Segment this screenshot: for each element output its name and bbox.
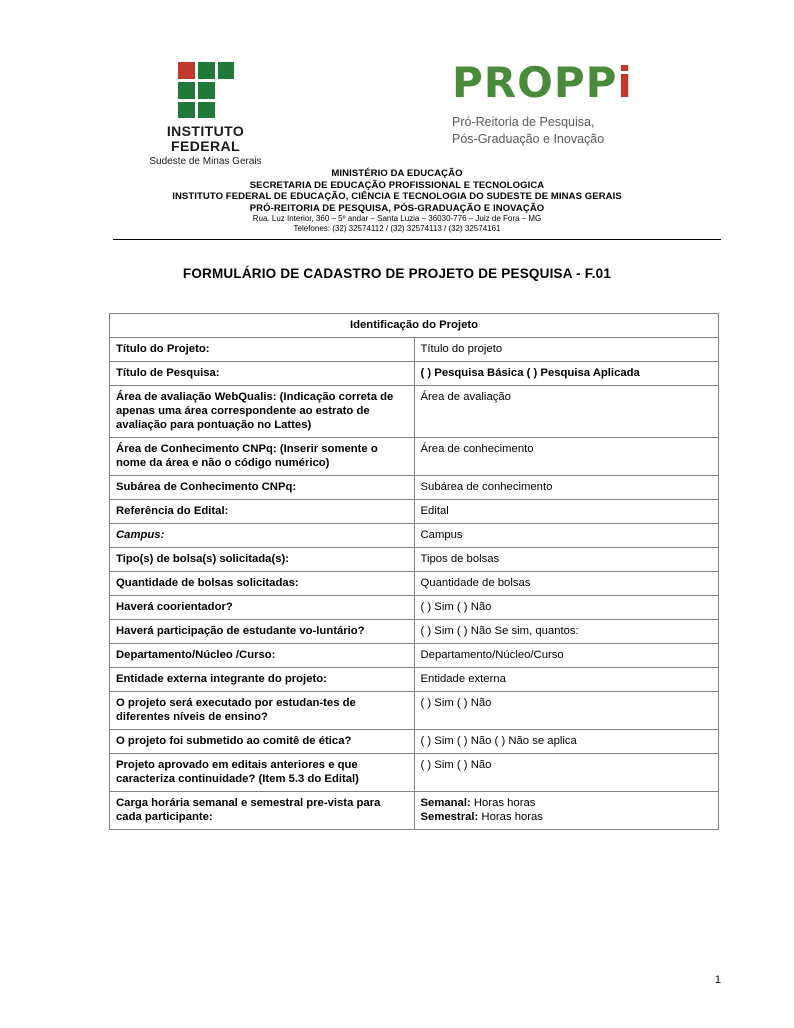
field-label: Área de Conhecimento CNPq: (Inserir somente o nome da área e não o código numérico) [110, 438, 415, 476]
field-value[interactable]: ( ) Pesquisa Básica ( ) Pesquisa Aplicada [414, 362, 719, 386]
field-value[interactable]: Área de conhecimento [414, 438, 719, 476]
if-logo-name-line2: FEDERAL [171, 138, 240, 154]
field-value[interactable]: ( ) Sim ( ) Não [414, 692, 719, 730]
proppi-wordmark [452, 58, 722, 107]
proppi-subtitle-line2: Pós-Graduação e Inovação [452, 132, 605, 146]
table-row [110, 644, 719, 668]
ministry-line-1: MINISTÉRIO DA EDUCAÇÃO [331, 168, 463, 179]
field-value[interactable]: ( ) Sim ( ) Não [414, 754, 719, 792]
field-label: Campus: [110, 524, 415, 548]
field-label: Projeto aprovado em editais anteriores e que caracteriza continuidade? (Item 5.3 do Edital) [110, 754, 415, 792]
table-row [110, 620, 719, 644]
table-row [110, 730, 719, 754]
field-value[interactable]: Edital [414, 500, 719, 524]
field-value-line: Semanal: Horas horas [420, 797, 536, 809]
header-divider [113, 239, 721, 240]
field-value[interactable]: Título do projeto [414, 338, 719, 362]
identification-table [109, 313, 719, 830]
field-value[interactable]: Campus [414, 524, 719, 548]
field-label: O projeto será executado por estudan-tes de diferentes níveis de ensino? [110, 692, 415, 730]
instituto-federal-logo [113, 62, 298, 167]
proppi-subtitle [452, 114, 722, 148]
document-header [0, 0, 794, 233]
field-label: Título do Projeto: [110, 338, 415, 362]
table-row [110, 524, 719, 548]
table-row [110, 476, 719, 500]
table-row [110, 596, 719, 620]
table-row [110, 362, 719, 386]
field-value-line: Semestral: Horas horas [420, 811, 543, 823]
form-table-wrapper [109, 313, 719, 830]
field-label: Área de avaliação WebQualis: (Indicação correta de apenas uma área correspondente ao estrato de avaliação para pontuação no Lattes) [110, 386, 415, 438]
table-row [110, 572, 719, 596]
field-label: Tipo(s) de bolsa(s) solicitada(s): [110, 548, 415, 572]
proppi-subtitle-line1: Pró-Reitoria de Pesquisa, [452, 115, 595, 129]
table-row [110, 386, 719, 438]
field-value[interactable]: Tipos de bolsas [414, 548, 719, 572]
field-value[interactable]: Departamento/Núcleo/Curso [414, 644, 719, 668]
if-logo-name-line1: INSTITUTO [166, 123, 245, 139]
table-row [110, 754, 719, 792]
field-label: Quantidade de bolsas solicitadas: [110, 572, 415, 596]
table-row [110, 692, 719, 730]
ministry-line-2: SECRETARIA DE EDUCAÇÃO PROFISSIONAL E TECNOLOGICA [249, 179, 545, 191]
field-label: O projeto foi submetido ao comitê de ética? [110, 730, 415, 754]
proppi-wordmark-text: PROPP [452, 58, 618, 107]
if-logo-mark [178, 62, 234, 118]
field-value[interactable]: Subárea de conhecimento [414, 476, 719, 500]
table-row [110, 338, 719, 362]
table-section-header [110, 314, 719, 338]
table-row [110, 438, 719, 476]
field-value[interactable]: Quantidade de bolsas [414, 572, 719, 596]
table-row [110, 548, 719, 572]
table-row [110, 500, 719, 524]
ministry-address: Rua. Luz Interior, 360 – 5º andar – Santa Luzia – 36030-776 – Juiz de Fora – MG [252, 214, 542, 223]
section-title: Identificação do Projeto [110, 314, 719, 338]
if-logo-campus: Sudeste de Minas Gerais [149, 156, 262, 167]
page-title: FORMULÁRIO DE CADASTRO DE PROJETO DE PESQUISA - F.01 [182, 266, 612, 281]
field-label: Referência do Edital: [110, 500, 415, 524]
ministry-line-4: PRÓ-REITORIA DE PESQUISA, PÓS-GRADUAÇÃO E INOVAÇÃO [249, 202, 545, 214]
field-value[interactable]: Entidade externa [414, 668, 719, 692]
field-label: Subárea de Conhecimento CNPq: [110, 476, 415, 500]
table-body [110, 314, 719, 830]
proppi-logo [452, 58, 722, 148]
ministry-phones: Telefones: (32) 32574112 / (32) 32574113 / (32) 32574161 [293, 224, 501, 233]
field-value[interactable]: ( ) Sim ( ) Não ( ) Não se aplica [414, 730, 719, 754]
field-value[interactable]: ( ) Sim ( ) Não [414, 596, 719, 620]
page-number: 1 [714, 974, 721, 986]
field-value[interactable] [414, 792, 719, 830]
ministry-line-3: INSTITUTO FEDERAL DE EDUCAÇÃO, CIÊNCIA E TECNOLOGIA DO SUDESTE DE MINAS GERAIS [172, 191, 622, 202]
field-label: Haverá participação de estudante vo-luntário? [110, 620, 415, 644]
field-label: Carga horária semanal e semestral pre-vista para cada participante: [110, 792, 415, 830]
table-row [110, 792, 719, 830]
field-label: Entidade externa integrante do projeto: [110, 668, 415, 692]
field-label: Título de Pesquisa: [110, 362, 415, 386]
table-row [110, 668, 719, 692]
field-value[interactable]: ( ) Sim ( ) Não Se sim, quantos: [414, 620, 719, 644]
field-label: Departamento/Núcleo /Curso: [110, 644, 415, 668]
proppi-wordmark-dot: i [617, 58, 633, 107]
ministry-header [0, 168, 794, 234]
field-value[interactable]: Área de avaliação [414, 386, 719, 438]
field-label: Haverá coorientador? [110, 596, 415, 620]
